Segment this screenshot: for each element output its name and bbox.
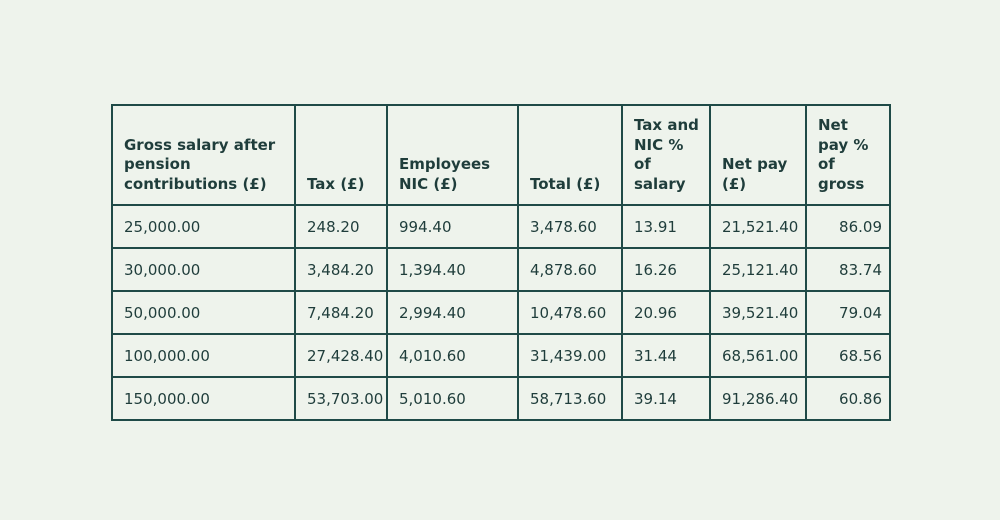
cell-employees-nic: 994.40 [387, 205, 518, 248]
cell-total: 3,478.60 [518, 205, 622, 248]
cell-net-pay-percent: 86.09 [806, 205, 890, 248]
header-tax-nic-percent: Tax and NIC % of salary [622, 105, 710, 205]
cell-gross-salary: 100,000.00 [112, 334, 295, 377]
table-body [112, 205, 890, 420]
header-tax: Tax (£) [295, 105, 387, 205]
salary-table [111, 104, 891, 421]
header-employees-nic: Employees NIC (£) [387, 105, 518, 205]
header-gross-salary: Gross salary after pension contributions (£) [112, 105, 295, 205]
cell-total: 10,478.60 [518, 291, 622, 334]
cell-tax: 53,703.00 [295, 377, 387, 420]
cell-gross-salary: 30,000.00 [112, 248, 295, 291]
cell-gross-salary: 50,000.00 [112, 291, 295, 334]
cell-tax: 3,484.20 [295, 248, 387, 291]
table-row [112, 205, 890, 248]
cell-gross-salary: 150,000.00 [112, 377, 295, 420]
cell-net-pay: 91,286.40 [710, 377, 806, 420]
cell-employees-nic: 4,010.60 [387, 334, 518, 377]
cell-net-pay: 21,521.40 [710, 205, 806, 248]
cell-total: 58,713.60 [518, 377, 622, 420]
cell-total: 31,439.00 [518, 334, 622, 377]
header-net-pay: Net pay (£) [710, 105, 806, 205]
table-row [112, 248, 890, 291]
cell-tax: 7,484.20 [295, 291, 387, 334]
cell-net-pay: 25,121.40 [710, 248, 806, 291]
header-total: Total (£) [518, 105, 622, 205]
table-row [112, 334, 890, 377]
cell-tax-nic-percent: 39.14 [622, 377, 710, 420]
cell-gross-salary: 25,000.00 [112, 205, 295, 248]
cell-total: 4,878.60 [518, 248, 622, 291]
cell-employees-nic: 5,010.60 [387, 377, 518, 420]
cell-net-pay: 39,521.40 [710, 291, 806, 334]
cell-employees-nic: 2,994.40 [387, 291, 518, 334]
cell-tax-nic-percent: 13.91 [622, 205, 710, 248]
header-net-pay-percent: Net pay % of gross [806, 105, 890, 205]
table-row [112, 377, 890, 420]
cell-tax-nic-percent: 31.44 [622, 334, 710, 377]
table-header [112, 105, 890, 205]
cell-tax-nic-percent: 16.26 [622, 248, 710, 291]
cell-employees-nic: 1,394.40 [387, 248, 518, 291]
cell-tax-nic-percent: 20.96 [622, 291, 710, 334]
cell-net-pay-percent: 60.86 [806, 377, 890, 420]
cell-net-pay-percent: 83.74 [806, 248, 890, 291]
cell-net-pay-percent: 79.04 [806, 291, 890, 334]
cell-net-pay-percent: 68.56 [806, 334, 890, 377]
cell-tax: 248.20 [295, 205, 387, 248]
table-row [112, 291, 890, 334]
cell-net-pay: 68,561.00 [710, 334, 806, 377]
cell-tax: 27,428.40 [295, 334, 387, 377]
header-row [112, 105, 890, 205]
